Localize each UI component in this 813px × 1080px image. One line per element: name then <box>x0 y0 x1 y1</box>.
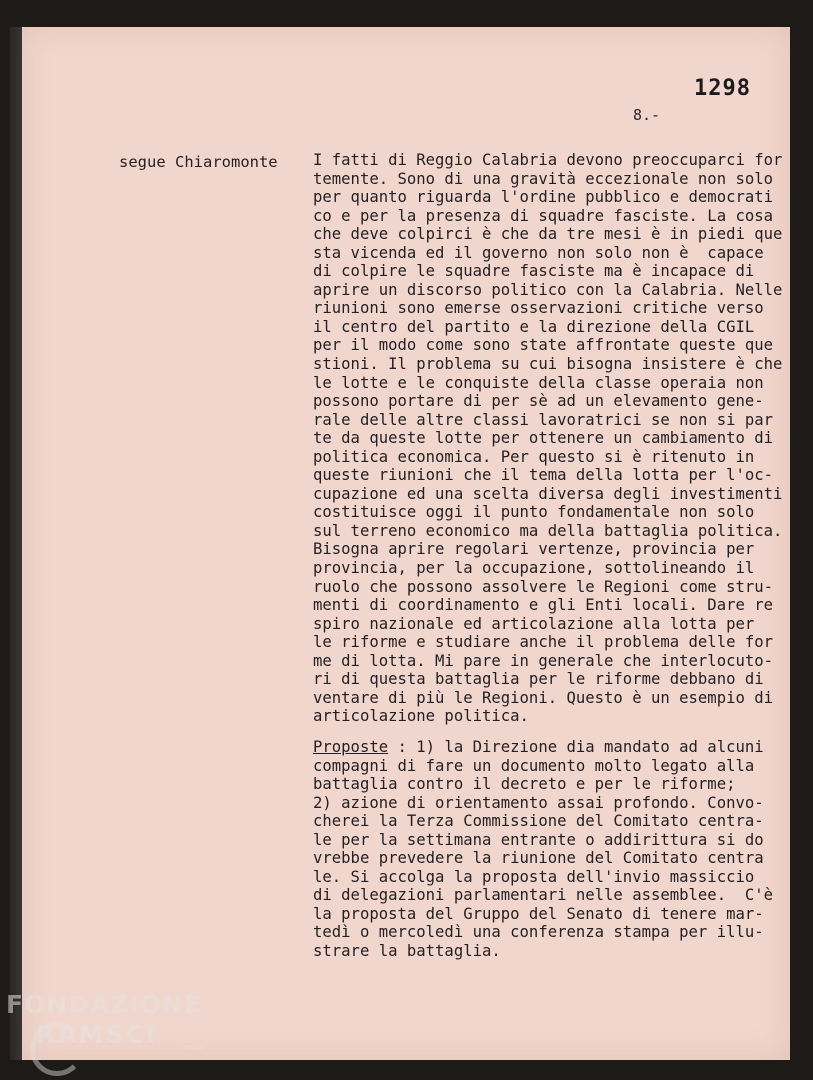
proposals-line: vrebbe prevedere la riunione del Comitato centra <box>313 849 764 868</box>
paragraph-line: politica economica. Per questo si è ritenuto in <box>313 447 755 466</box>
paragraph-line: le riforme e studiare anche il problema delle for <box>313 633 774 652</box>
paragraph-line: le lotte e le conquiste della classe operaia non <box>313 373 764 392</box>
proposals-line: compagni di fare un documento molto legato alla <box>313 756 755 775</box>
paragraph-line: sta vicenda ed il governo non solo non è capace <box>313 243 764 262</box>
paragraph-line: ruolo che possono assolvere le Regioni come stru- <box>313 577 774 596</box>
binding-edge <box>10 27 22 1060</box>
paragraph-line: stioni. Il problema su cui bisogna insistere è che <box>313 355 783 374</box>
paragraph-line: te da queste lotte per ottenere un cambiamento di <box>313 429 774 448</box>
paragraph-line: Bisogna aprire regolari vertenze, provincia per <box>313 540 755 559</box>
paragraph-line: costituisce oggi il punto fondamentale non solo <box>313 503 755 522</box>
paragraph-line: per il modo come sono state affrontate queste que <box>313 336 774 355</box>
paragraph-line: menti di coordinamento e gli Enti locali. Dare re <box>313 596 774 615</box>
paragraph-line: spiro nazionale ed articolazione alla lotta per <box>313 614 755 633</box>
watermark-sub: onlus <box>182 1043 204 1052</box>
proposals-line: la proposta del Gruppo del Senato di tenere mar- <box>313 904 764 923</box>
page-number: 1298 <box>694 76 751 101</box>
section-number: 8.- <box>633 106 661 124</box>
proposals-line: le per la settimana entrante o addirittura si do <box>313 830 764 849</box>
paragraph-line: ri di questa battaglia per le riforme debbano di <box>313 670 764 689</box>
paragraph-line: di colpire le squadre fasciste ma è incapace di <box>313 262 755 281</box>
paragraph-line: che deve colpirci è che da tre mesi è in piedi que <box>313 225 783 244</box>
proposals-first-line: : 1) la Direzione dia mandato ad alcuni <box>388 738 764 756</box>
paragraph-line: queste riunioni che il tema della lotta per l'oc- <box>313 466 774 485</box>
proposals-lines <box>313 757 788 961</box>
paragraph-line: I fatti di Reggio Calabria devono preoccuparci for <box>313 151 783 169</box>
paragraph-line: temente. Sono di una gravità eccezionale non solo <box>313 169 774 188</box>
paragraph-line: articolazione politica. <box>313 707 529 726</box>
proposals-line: le. Si accolga la proposta dell'invio massiccio <box>313 867 755 886</box>
speaker-label: segue Chiaromonte <box>119 153 278 171</box>
proposals-paragraph <box>313 738 788 961</box>
paragraph-line: rale delle altre classi lavoratrici se non si par <box>313 410 774 429</box>
paragraph-line: sul terreno economico ma della battaglia politica. <box>313 521 783 540</box>
paragraph-line: co e per la presenza di squadre fasciste. La cosa <box>313 206 774 225</box>
main-paragraph <box>313 151 788 726</box>
proposals-line: cherei la Terza Commissione del Comitato centra- <box>313 812 764 831</box>
proposals-line: 2) azione di orientamento assai profondo. Convo- <box>313 793 764 812</box>
paragraph-line: cupazione ed una scelta diversa degli investimenti <box>313 484 783 503</box>
paragraph-line: per quanto riguarda l'ordine pubblico e democrati <box>313 188 774 207</box>
watermark-line2: RAMSCI <box>36 1020 158 1049</box>
paragraph-line: aprire un discorso politico con la Calabria. Nelle <box>313 280 783 299</box>
watermark-logo-icon <box>30 1022 84 1076</box>
proposals-line: strare la battaglia. <box>313 942 501 961</box>
proposals-heading: Proposte <box>313 738 389 756</box>
paragraph-line: il centro del partito e la direzione della CGIL <box>313 317 755 336</box>
paragraph-line: ventare di più le Regioni. Questo è un esempio di <box>313 688 774 707</box>
paragraph-line: me di lotta. Mi pare in generale che interlocuto- <box>313 651 774 670</box>
watermark-line1: FONDAZIONE <box>6 990 203 1019</box>
paragraph-line: riunioni sono emerse osservazioni critiche verso <box>313 299 764 318</box>
proposals-line: battaglia contro il decreto e per le riforme; <box>313 775 736 794</box>
paragraph-line: possono portare di per sè ad un elevamento gene- <box>313 392 764 411</box>
proposals-line: tedì o mercoledì una conferenza stampa per illu- <box>313 923 764 942</box>
paragraph-line: provincia, per la occupazione, sottolineando il <box>313 559 755 578</box>
proposals-line: di delegazioni parlamentari nelle assemblee. C'è <box>313 886 774 905</box>
